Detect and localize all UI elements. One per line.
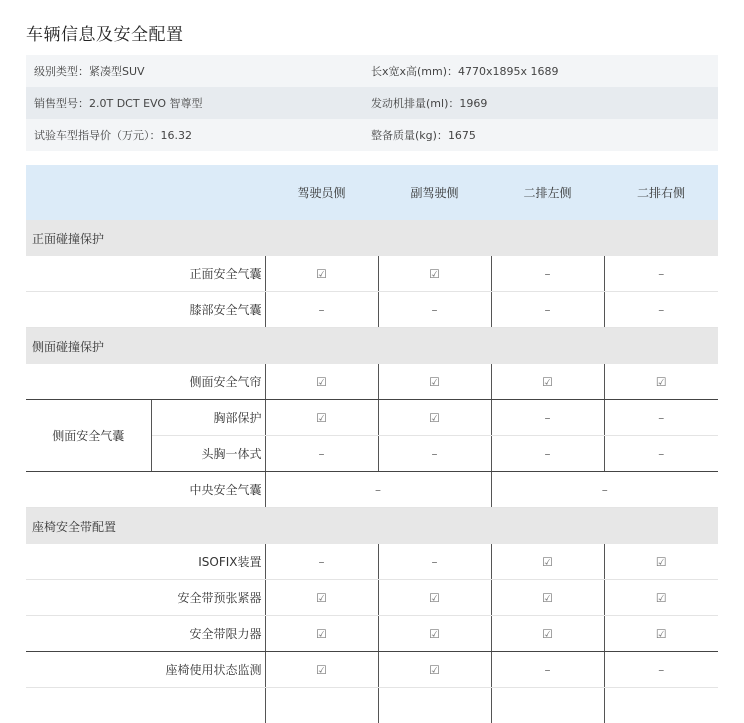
section-title-front: 正面碰撞保护 bbox=[26, 220, 718, 256]
cell-value: – bbox=[378, 292, 491, 328]
cell-value: – bbox=[265, 544, 378, 580]
cell-value: – bbox=[604, 400, 718, 436]
cell-value: ☑ bbox=[378, 364, 491, 400]
vehicle-info-table bbox=[26, 55, 718, 151]
info-cell-level bbox=[26, 55, 371, 87]
table-row bbox=[26, 292, 718, 328]
cell-value: – bbox=[604, 436, 718, 472]
row-label: 正面安全气囊 bbox=[26, 256, 265, 292]
cell-value: ☑ bbox=[378, 580, 491, 616]
cell-value: ☑ bbox=[265, 400, 378, 436]
section-row bbox=[26, 508, 718, 545]
cell-value: – bbox=[265, 292, 378, 328]
section-title-seatbelt: 座椅安全带配置 bbox=[26, 508, 718, 545]
cell-value: ☑ bbox=[491, 616, 604, 652]
info-label: 级别类型： bbox=[34, 65, 89, 78]
row-label: 膝部安全气囊 bbox=[26, 292, 265, 328]
table-row bbox=[26, 616, 718, 652]
row-label: 座椅使用状态监测 bbox=[26, 652, 265, 688]
row-label: 中央安全气囊 bbox=[26, 472, 265, 508]
page-title: 车辆信息及安全配置 bbox=[26, 20, 184, 45]
safety-config-table bbox=[26, 165, 718, 723]
cell-empty bbox=[491, 688, 604, 723]
cell-empty bbox=[604, 688, 718, 723]
cell-value: – bbox=[491, 400, 604, 436]
cell-value: – bbox=[491, 472, 718, 508]
cell-value: ☑ bbox=[604, 544, 718, 580]
cell-value: – bbox=[491, 292, 604, 328]
info-value: 2.0T DCT EVO 智尊型 bbox=[89, 97, 203, 110]
cell-value: – bbox=[265, 472, 491, 508]
row-label: 侧面安全气帘 bbox=[26, 364, 265, 400]
section-row bbox=[26, 220, 718, 256]
header-passenger: 副驾驶侧 bbox=[378, 165, 491, 220]
row-group-label: 侧面安全气囊 bbox=[26, 400, 151, 472]
table-header-row bbox=[26, 165, 718, 220]
info-row bbox=[26, 119, 718, 151]
header-driver: 驾驶员侧 bbox=[265, 165, 378, 220]
cell-value: ☑ bbox=[265, 616, 378, 652]
cell-value: ☑ bbox=[378, 400, 491, 436]
cell-value: ☑ bbox=[265, 580, 378, 616]
info-row bbox=[26, 87, 718, 119]
cell-value: ☑ bbox=[604, 580, 718, 616]
cell-value: ☑ bbox=[604, 364, 718, 400]
info-value: 1675 bbox=[448, 129, 476, 142]
cell-value: – bbox=[491, 652, 604, 688]
table-row bbox=[26, 364, 718, 400]
row-label: ISOFIX装置 bbox=[26, 544, 265, 580]
info-label: 发动机排量(ml)： bbox=[371, 97, 459, 110]
info-value: 紧凑型SUV bbox=[89, 65, 145, 78]
cell-value: ☑ bbox=[265, 364, 378, 400]
row-label: 胸部保护 bbox=[151, 400, 265, 436]
cell-value: – bbox=[378, 544, 491, 580]
info-value: 1969 bbox=[459, 97, 487, 110]
row-label: 安全带限力器 bbox=[26, 616, 265, 652]
info-cell-dimensions bbox=[371, 55, 718, 87]
cell-value: – bbox=[604, 652, 718, 688]
cell-value: – bbox=[604, 256, 718, 292]
cell-value: – bbox=[265, 436, 378, 472]
cell-value: ☑ bbox=[265, 652, 378, 688]
table-row bbox=[26, 256, 718, 292]
info-cell-weight bbox=[371, 119, 718, 151]
table-row bbox=[26, 472, 718, 508]
table-row-partial bbox=[26, 688, 718, 723]
section-title-side: 侧面碰撞保护 bbox=[26, 328, 718, 365]
info-cell-displacement bbox=[371, 87, 718, 119]
info-label: 试验车型指导价（万元）： bbox=[34, 129, 161, 142]
section-row bbox=[26, 328, 718, 365]
info-row bbox=[26, 55, 718, 87]
cell-value: ☑ bbox=[378, 616, 491, 652]
info-label: 销售型号： bbox=[34, 97, 89, 110]
table-row bbox=[26, 544, 718, 580]
info-cell-model bbox=[26, 87, 371, 119]
cell-value: – bbox=[604, 292, 718, 328]
cell-value: – bbox=[378, 436, 491, 472]
info-value: 16.32 bbox=[161, 129, 193, 142]
cell-value: ☑ bbox=[265, 256, 378, 292]
cell-value: ☑ bbox=[378, 256, 491, 292]
row-label: 安全带预张紧器 bbox=[26, 580, 265, 616]
cell-empty bbox=[378, 688, 491, 723]
info-label: 整备质量(kg)： bbox=[371, 129, 448, 142]
header-rear-right: 二排右侧 bbox=[604, 165, 718, 220]
info-value: 4770x1895x 1689 bbox=[458, 65, 559, 78]
table-row bbox=[26, 652, 718, 688]
cell-value: ☑ bbox=[604, 616, 718, 652]
header-rear-left: 二排左侧 bbox=[491, 165, 604, 220]
cell-value: ☑ bbox=[378, 652, 491, 688]
table-row bbox=[26, 400, 718, 436]
info-label: 长x宽x高(mm)： bbox=[371, 65, 458, 78]
table-row bbox=[26, 580, 718, 616]
cell-value: – bbox=[491, 436, 604, 472]
row-label-empty bbox=[26, 688, 265, 723]
cell-value: ☑ bbox=[491, 364, 604, 400]
info-cell-price bbox=[26, 119, 371, 151]
header-blank bbox=[26, 165, 265, 220]
cell-empty bbox=[265, 688, 378, 723]
cell-value: ☑ bbox=[491, 580, 604, 616]
row-label: 头胸一体式 bbox=[151, 436, 265, 472]
cell-value: – bbox=[491, 256, 604, 292]
cell-value: ☑ bbox=[491, 544, 604, 580]
